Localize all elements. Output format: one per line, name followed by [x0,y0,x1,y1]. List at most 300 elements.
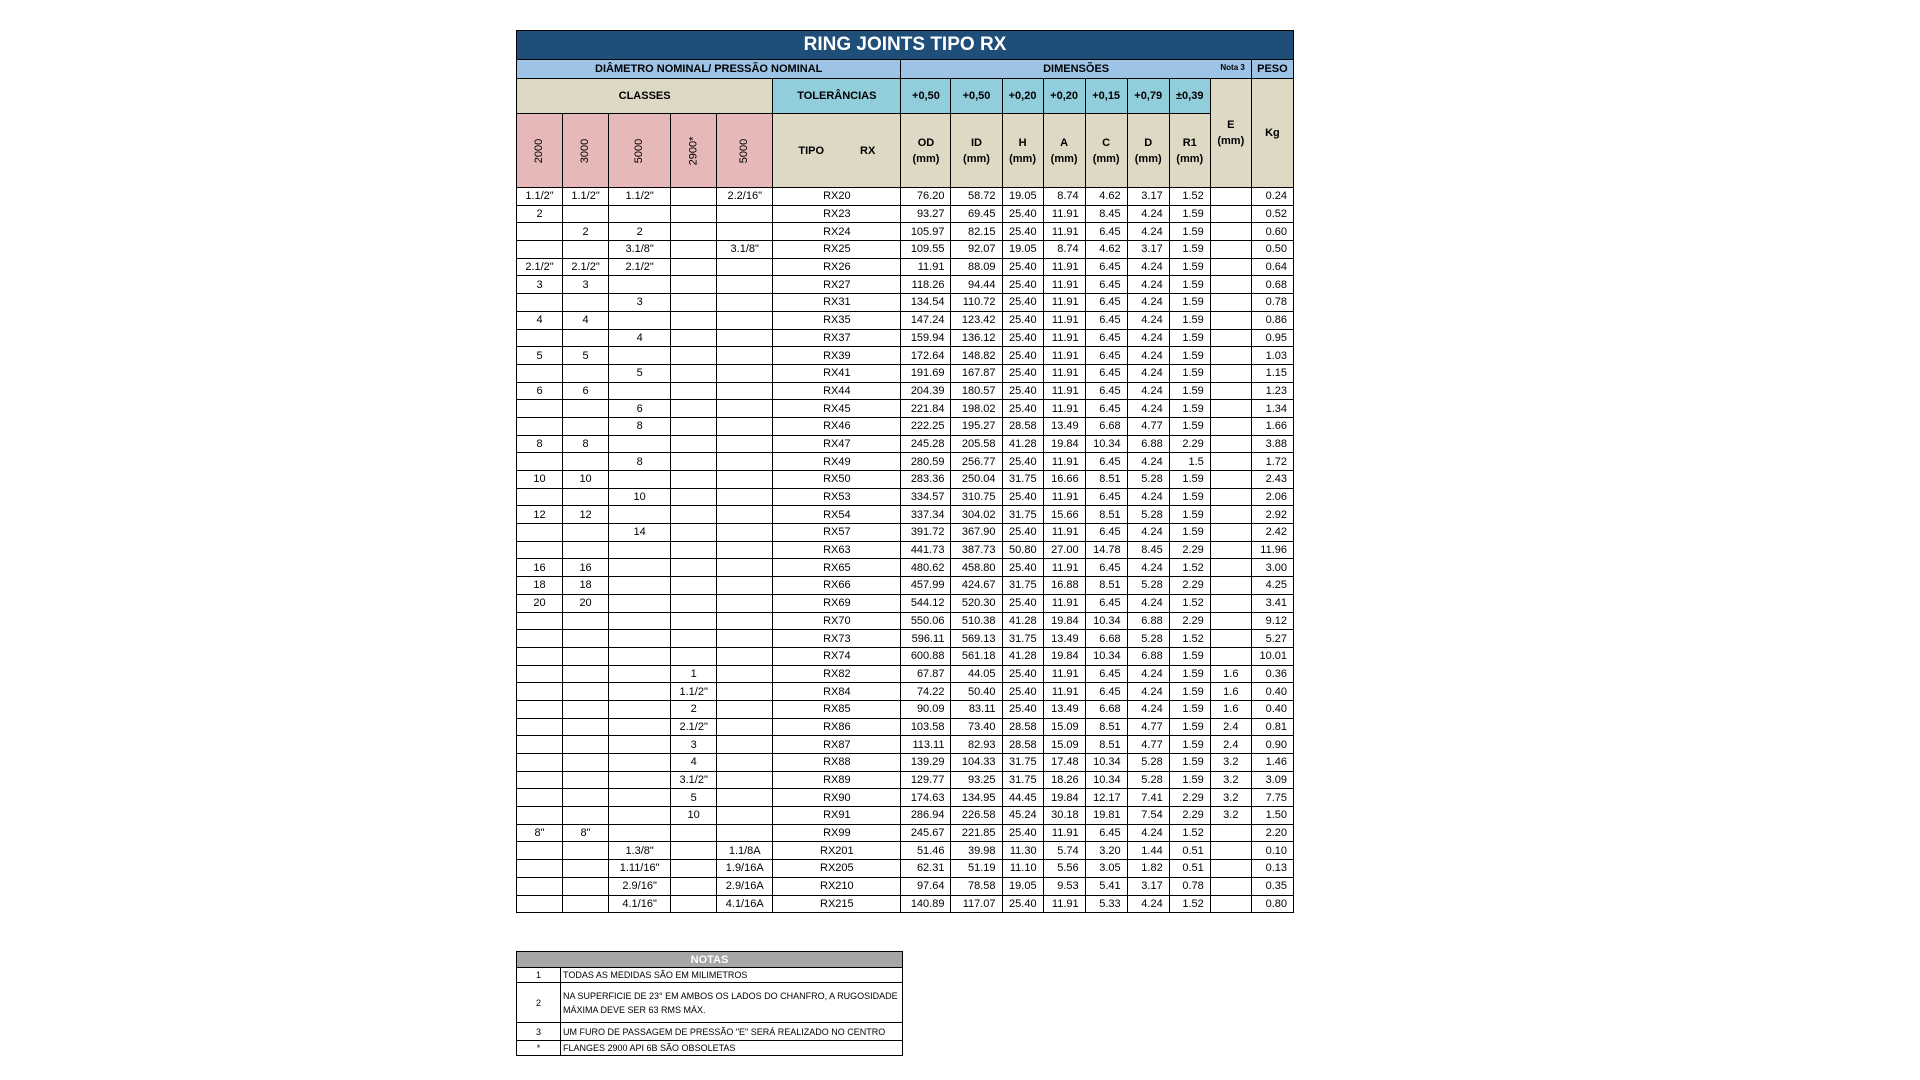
cell-peso: 9.12 [1251,612,1293,630]
cell-c: 8.51 [1085,577,1127,595]
tol-c: +0,15 [1085,79,1127,114]
cell-class-5000 [609,754,671,772]
cell-id: 93.25 [951,771,1002,789]
cell-c: 6.45 [1085,329,1127,347]
table-body [517,188,1294,913]
cell-d: 5.28 [1127,471,1169,489]
cell-c: 4.62 [1085,188,1127,206]
cell-h: 25.40 [1002,683,1043,701]
cell-c: 6.45 [1085,488,1127,506]
cell-r1: 0.51 [1169,860,1210,878]
cell-c: 10.34 [1085,647,1127,665]
cell-h: 41.28 [1002,435,1043,453]
cell-a: 11.91 [1043,683,1085,701]
cell-class-2000: 16 [517,559,563,577]
cell-od: 221.84 [901,400,951,418]
cell-a: 11.91 [1043,311,1085,329]
cell-class-5000-b [717,524,773,542]
cell-od: 283.36 [901,471,951,489]
cell-id: 221.85 [951,824,1002,842]
cell-c: 8.51 [1085,506,1127,524]
cell-class-5000-b [717,771,773,789]
cell-peso: 1.46 [1251,754,1293,772]
cell-r1: 1.59 [1169,524,1210,542]
cell-class-5000-b [717,258,773,276]
cell-class-2900 [671,329,717,347]
cell-class-5000-b [717,541,773,559]
cell-d: 8.45 [1127,541,1169,559]
cell-a: 9.53 [1043,877,1085,895]
cell-a: 13.49 [1043,417,1085,435]
note-number: 2 [517,983,561,1023]
cell-class-5000-b: 4.1/16A [717,895,773,913]
dim-h-name: H [1018,136,1027,149]
cell-peso: 0.36 [1251,665,1293,683]
tipo-rx-header [773,114,901,188]
cell-od: 147.24 [901,311,951,329]
cell-d: 4.24 [1127,665,1169,683]
cell-class-3000: 8 [563,435,609,453]
cell-peso: 4.25 [1251,577,1293,595]
cell-id: 205.58 [951,435,1002,453]
cell-h: 28.58 [1002,718,1043,736]
cell-od: 391.72 [901,524,951,542]
cell-class-2900: 5 [671,789,717,807]
cell-class-5000-b [717,471,773,489]
cell-d: 4.24 [1127,594,1169,612]
cell-class-3000 [563,400,609,418]
cell-class-3000 [563,647,609,665]
table-row [517,488,1294,506]
table-row [517,683,1294,701]
table-row [517,630,1294,648]
table-row [517,400,1294,418]
cell-a: 16.88 [1043,577,1085,595]
cell-peso: 0.40 [1251,700,1293,718]
cell-class-5000-b [717,647,773,665]
class-3000-label: 3000 [579,138,592,163]
cell-class-2900 [671,258,717,276]
cell-class-3000 [563,453,609,471]
cell-peso: 3.88 [1251,435,1293,453]
cell-class-2900: 1.1/2" [671,683,717,701]
cell-od: 172.64 [901,347,951,365]
cell-r1: 1.5 [1169,453,1210,471]
cell-c: 6.45 [1085,524,1127,542]
page-title: RING JOINTS TIPO RX [517,31,1294,60]
cell-class-5000-b [717,683,773,701]
cell-class-2900 [671,223,717,241]
dim-id-name: ID [971,136,982,149]
cell-class-3000 [563,700,609,718]
cell-tipo-rx: RX63 [773,541,901,559]
table-row [517,647,1294,665]
cell-od: 97.64 [901,877,951,895]
notes-table [516,951,903,1056]
cell-class-2900 [671,453,717,471]
class-2000-label: 2000 [533,138,546,163]
cell-d: 3.17 [1127,241,1169,259]
cell-d: 4.24 [1127,524,1169,542]
cell-e [1210,205,1251,223]
cell-peso: 0.78 [1251,294,1293,312]
cell-r1: 1.59 [1169,736,1210,754]
cell-class-2900 [671,842,717,860]
note-number: 1 [517,968,561,983]
cell-r1: 1.59 [1169,771,1210,789]
cell-class-2900 [671,188,717,206]
cell-class-2900 [671,471,717,489]
cell-class-5000-b [717,506,773,524]
cell-class-5000: 14 [609,524,671,542]
cell-c: 14.78 [1085,541,1127,559]
cell-c: 6.45 [1085,400,1127,418]
cell-od: 337.34 [901,506,951,524]
table-row [517,842,1294,860]
cell-class-2900 [671,205,717,223]
cell-class-5000 [609,506,671,524]
cell-a: 18.26 [1043,771,1085,789]
cell-h: 31.75 [1002,471,1043,489]
cell-a: 11.91 [1043,347,1085,365]
cell-r1: 1.52 [1169,594,1210,612]
cell-h: 25.40 [1002,400,1043,418]
cell-id: 510.38 [951,612,1002,630]
dim-e-unit: (mm) [1217,135,1245,147]
cell-h: 31.75 [1002,630,1043,648]
table-row [517,594,1294,612]
cell-class-2000 [517,860,563,878]
cell-od: 103.58 [901,718,951,736]
cell-class-5000 [609,276,671,294]
cell-e: 2.4 [1210,718,1251,736]
table-row [517,524,1294,542]
cell-tipo-rx: RX24 [773,223,901,241]
table-row [517,294,1294,312]
cell-h: 25.40 [1002,364,1043,382]
cell-class-5000 [609,771,671,789]
cell-h: 31.75 [1002,577,1043,595]
cell-id: 226.58 [951,807,1002,825]
cell-od: 62.31 [901,860,951,878]
cell-class-5000-b [717,807,773,825]
cell-e: 2.4 [1210,736,1251,754]
cell-class-3000: 12 [563,506,609,524]
cell-od: 480.62 [901,559,951,577]
cell-od: 140.89 [901,895,951,913]
cell-c: 6.45 [1085,258,1127,276]
cell-r1: 1.59 [1169,205,1210,223]
cell-peso: 0.64 [1251,258,1293,276]
cell-c: 10.34 [1085,771,1127,789]
cell-peso: 0.40 [1251,683,1293,701]
cell-peso: 1.23 [1251,382,1293,400]
cell-d: 4.24 [1127,329,1169,347]
cell-class-5000-b [717,347,773,365]
cell-c: 6.45 [1085,453,1127,471]
cell-od: 109.55 [901,241,951,259]
cell-h: 25.40 [1002,294,1043,312]
cell-e [1210,241,1251,259]
cell-h: 44.45 [1002,789,1043,807]
cell-class-5000 [609,824,671,842]
cell-id: 520.30 [951,594,1002,612]
cell-e: 1.6 [1210,700,1251,718]
cell-d: 7.54 [1127,807,1169,825]
cell-tipo-rx: RX215 [773,895,901,913]
cell-a: 11.91 [1043,895,1085,913]
cell-od: 67.87 [901,665,951,683]
cell-class-3000: 1.1/2" [563,188,609,206]
dim-od-name: OD [917,136,935,149]
cell-peso: 1.50 [1251,807,1293,825]
tol-id: +0,50 [951,79,1002,114]
cell-d: 3.17 [1127,188,1169,206]
dim-r1-header [1169,114,1210,188]
table-row [517,506,1294,524]
cell-r1: 1.59 [1169,417,1210,435]
cell-class-5000-b: 2.9/16A [717,877,773,895]
cell-peso: 0.50 [1251,241,1293,259]
cell-class-2000: 2.1/2" [517,258,563,276]
cell-class-3000 [563,329,609,347]
cell-class-5000-b [717,205,773,223]
cell-a: 11.91 [1043,258,1085,276]
cell-e [1210,488,1251,506]
table-row [517,241,1294,259]
cell-class-2900: 2.1/2" [671,718,717,736]
cell-c: 6.45 [1085,559,1127,577]
class-5000-b [717,114,773,188]
cell-class-2900 [671,241,717,259]
cell-class-5000-b [717,612,773,630]
cell-od: 334.57 [901,488,951,506]
table-row [517,364,1294,382]
cell-class-5000: 8 [609,417,671,435]
cell-class-2900: 4 [671,754,717,772]
cell-c: 6.68 [1085,630,1127,648]
cell-r1: 0.78 [1169,877,1210,895]
cell-tipo-rx: RX70 [773,612,901,630]
dim-d-unit: (mm) [1134,152,1162,165]
cell-a: 5.74 [1043,842,1085,860]
cell-class-3000: 10 [563,471,609,489]
cell-c: 8.51 [1085,471,1127,489]
cell-class-2000 [517,807,563,825]
table-row [517,771,1294,789]
cell-a: 11.91 [1043,382,1085,400]
cell-d: 4.24 [1127,700,1169,718]
cell-od: 113.11 [901,736,951,754]
cell-class-2900 [671,594,717,612]
cell-class-5000-b [717,789,773,807]
cell-class-5000 [609,471,671,489]
cell-class-5000: 5 [609,364,671,382]
cell-d: 1.44 [1127,842,1169,860]
cell-r1: 1.59 [1169,488,1210,506]
cell-d: 4.24 [1127,311,1169,329]
cell-class-2900 [671,382,717,400]
cell-d: 4.24 [1127,683,1169,701]
cell-class-2000 [517,754,563,772]
cell-r1: 1.52 [1169,824,1210,842]
cell-peso: 0.13 [1251,860,1293,878]
cell-e: 1.6 [1210,665,1251,683]
cell-class-2900 [671,435,717,453]
cell-class-5000 [609,311,671,329]
cell-class-5000-b [717,223,773,241]
table-row [517,860,1294,878]
cell-c: 6.45 [1085,294,1127,312]
tolerancias-header: TOLERÂNCIAS [773,79,901,114]
cell-od: 596.11 [901,630,951,648]
cell-class-3000: 2.1/2" [563,258,609,276]
class-5000 [609,114,671,188]
cell-id: 51.19 [951,860,1002,878]
cell-class-2000 [517,612,563,630]
dim-e-name: E [1227,119,1235,131]
cell-e: 3.2 [1210,771,1251,789]
cell-h: 25.40 [1002,524,1043,542]
cell-a: 11.91 [1043,594,1085,612]
cell-class-2000 [517,877,563,895]
cell-class-2900 [671,364,717,382]
cell-id: 110.72 [951,294,1002,312]
table-row [517,824,1294,842]
cell-h: 25.40 [1002,665,1043,683]
cell-class-3000: 5 [563,347,609,365]
cell-id: 50.40 [951,683,1002,701]
cell-class-2900: 1 [671,665,717,683]
table-row [517,347,1294,365]
cell-peso: 0.35 [1251,877,1293,895]
cell-od: 286.94 [901,807,951,825]
cell-c: 6.45 [1085,594,1127,612]
cell-c: 6.68 [1085,700,1127,718]
cell-class-2900 [671,647,717,665]
cell-id: 92.07 [951,241,1002,259]
cell-id: 310.75 [951,488,1002,506]
cell-d: 3.17 [1127,877,1169,895]
cell-class-2900 [671,824,717,842]
cell-class-2000: 4 [517,311,563,329]
cell-class-3000 [563,683,609,701]
cell-h: 25.40 [1002,276,1043,294]
cell-d: 6.88 [1127,612,1169,630]
cell-id: 117.07 [951,895,1002,913]
cell-id: 304.02 [951,506,1002,524]
cell-tipo-rx: RX37 [773,329,901,347]
cell-class-2000 [517,241,563,259]
cell-class-3000 [563,754,609,772]
cell-d: 6.88 [1127,647,1169,665]
dim-od-unit: (mm) [912,152,940,165]
cell-a: 5.56 [1043,860,1085,878]
cell-c: 10.34 [1085,612,1127,630]
cell-h: 31.75 [1002,754,1043,772]
cell-a: 15.66 [1043,506,1085,524]
cell-h: 25.40 [1002,347,1043,365]
cell-tipo-rx: RX27 [773,276,901,294]
cell-c: 12.17 [1085,789,1127,807]
table-row [517,877,1294,895]
cell-class-2900 [671,524,717,542]
table-row [517,382,1294,400]
cell-c: 4.62 [1085,241,1127,259]
cell-r1: 2.29 [1169,541,1210,559]
cell-h: 41.28 [1002,612,1043,630]
cell-h: 25.40 [1002,895,1043,913]
cell-h: 41.28 [1002,647,1043,665]
cell-tipo-rx: RX49 [773,453,901,471]
cell-tipo-rx: RX210 [773,877,901,895]
nota3-label: Nota 3 [1220,63,1245,72]
cell-class-5000 [609,577,671,595]
cell-r1: 1.59 [1169,683,1210,701]
cell-c: 19.81 [1085,807,1127,825]
table-row [517,417,1294,435]
cell-a: 11.91 [1043,665,1085,683]
cell-class-5000: 1.3/8" [609,842,671,860]
cell-e [1210,877,1251,895]
cell-e: 3.2 [1210,807,1251,825]
cell-e [1210,453,1251,471]
cell-peso: 0.90 [1251,736,1293,754]
cell-peso: 2.42 [1251,524,1293,542]
cell-class-5000-b [717,400,773,418]
cell-c: 6.68 [1085,417,1127,435]
cell-class-2000 [517,400,563,418]
cell-c: 6.45 [1085,311,1127,329]
dim-od-header [901,114,951,188]
cell-r1: 2.29 [1169,789,1210,807]
cell-d: 5.28 [1127,771,1169,789]
cell-e [1210,524,1251,542]
table-row [517,895,1294,913]
cell-class-2000: 1.1/2" [517,188,563,206]
cell-tipo-rx: RX46 [773,417,901,435]
cell-h: 25.40 [1002,382,1043,400]
cell-r1: 1.59 [1169,382,1210,400]
cell-r1: 1.59 [1169,718,1210,736]
cell-r1: 1.59 [1169,241,1210,259]
cell-a: 19.84 [1043,612,1085,630]
peso-header: PESO [1251,60,1293,79]
cell-class-2900 [671,488,717,506]
cell-id: 88.09 [951,258,1002,276]
cell-r1: 1.59 [1169,347,1210,365]
cell-d: 6.88 [1127,435,1169,453]
cell-r1: 2.29 [1169,435,1210,453]
cell-class-5000-b [717,594,773,612]
class-2000 [517,114,563,188]
cell-a: 19.84 [1043,647,1085,665]
cell-class-3000 [563,665,609,683]
cell-d: 1.82 [1127,860,1169,878]
cell-class-2900: 3 [671,736,717,754]
cell-tipo-rx: RX91 [773,807,901,825]
cell-peso: 3.41 [1251,594,1293,612]
cell-class-3000 [563,241,609,259]
dim-h-unit: (mm) [1009,152,1036,165]
cell-class-5000-b [717,276,773,294]
cell-r1: 1.59 [1169,647,1210,665]
cell-e [1210,417,1251,435]
cell-tipo-rx: RX86 [773,718,901,736]
cell-class-5000-b [717,700,773,718]
cell-peso: 0.81 [1251,718,1293,736]
class-2900 [671,114,717,188]
